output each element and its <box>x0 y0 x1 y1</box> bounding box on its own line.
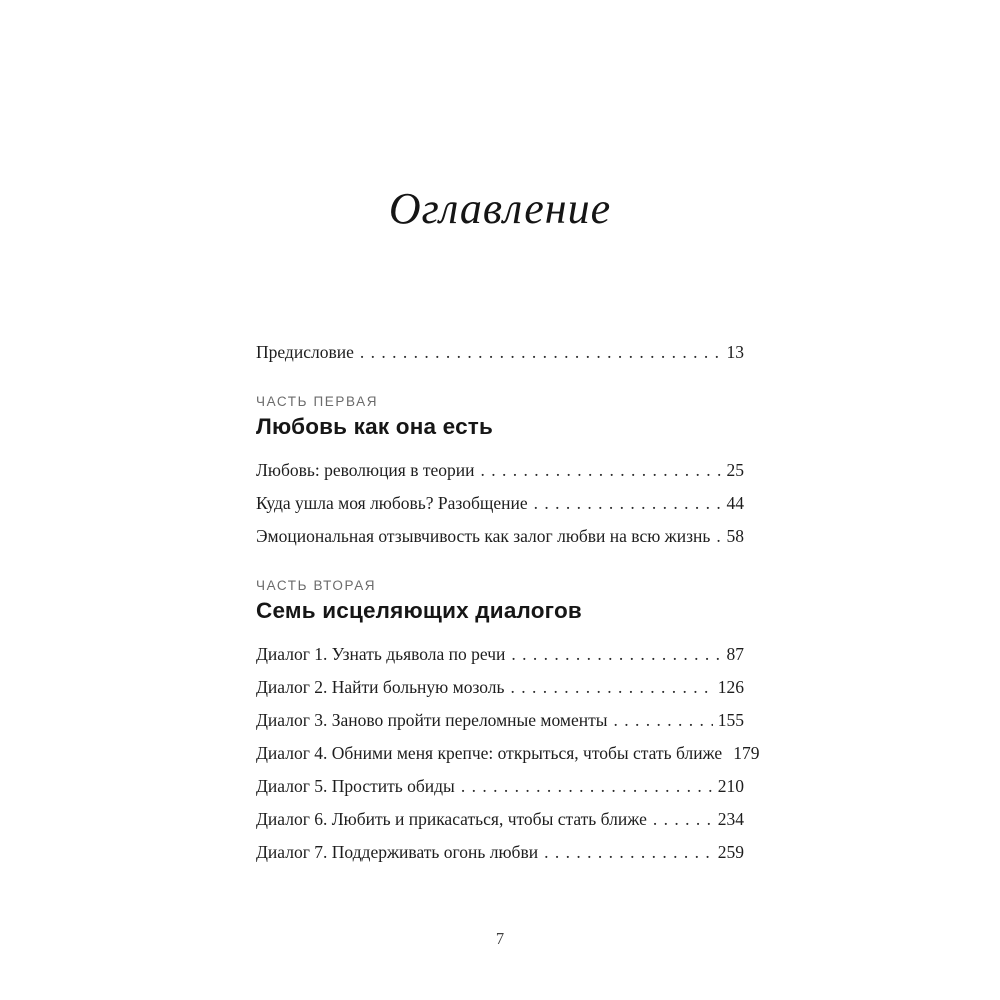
leader-dots <box>614 710 713 730</box>
leader-dots <box>461 776 713 796</box>
toc-entry-page: 259 <box>717 842 744 862</box>
toc-entry-label: Предисловие <box>256 342 354 362</box>
toc-entry-label: Диалог 5. Простить обиды <box>256 776 455 796</box>
part-kicker: ЧАСТЬ ПЕРВАЯ <box>256 394 379 409</box>
toc-entry-page: 155 <box>717 710 744 730</box>
toc-entry-label: Эмоциональная отзывчивость как залог любви на всю жизнь <box>256 526 711 546</box>
toc-entry <box>256 743 760 763</box>
toc-entry <box>256 644 744 664</box>
toc-entry <box>256 710 744 730</box>
toc-entry-page: 234 <box>717 809 744 829</box>
toc-entry <box>256 776 744 796</box>
toc-entry-label: Диалог 3. Заново пройти переломные моменты <box>256 710 608 730</box>
toc-entry-preface <box>256 342 744 362</box>
toc-entry <box>256 677 744 697</box>
leader-dots <box>716 526 721 546</box>
part-title: Любовь как она есть <box>256 414 494 439</box>
toc-entry <box>256 809 744 829</box>
toc-entry-page: 44 <box>726 493 744 513</box>
toc-entry-page: 25 <box>726 460 744 480</box>
toc-entry-page: 13 <box>726 342 744 362</box>
toc-entry <box>256 460 744 480</box>
toc-entry-page: 87 <box>726 644 744 664</box>
page-title: Оглавление <box>388 184 612 233</box>
toc-entry <box>256 526 744 546</box>
leader-dots <box>534 493 722 513</box>
page-number: 7 <box>495 929 505 948</box>
leader-dots <box>360 342 722 362</box>
toc-entry-label: Куда ушла моя любовь? Разобщение <box>256 493 528 513</box>
toc-entry-page: 179 <box>733 743 760 763</box>
toc-entry-label: Диалог 1. Узнать дьявола по речи <box>256 644 506 664</box>
part-kicker: ЧАСТЬ ВТОРАЯ <box>256 578 377 593</box>
toc-part-one <box>256 394 744 546</box>
leader-dots <box>511 644 721 664</box>
toc-entry-label: Диалог 4. Обними меня крепче: открыться, чтобы стать ближе <box>256 743 723 763</box>
part-title: Семь исцеляющих диалогов <box>256 598 582 623</box>
toc-entry-label: Диалог 6. Любить и прикасаться, чтобы стать ближе <box>256 809 647 829</box>
leader-dots <box>511 677 713 697</box>
toc-entry <box>256 842 744 862</box>
toc-entry-label: Любовь: революция в теории <box>256 460 475 480</box>
toc-entry-page: 126 <box>717 677 744 697</box>
toc-part-two <box>256 578 760 862</box>
leader-dots <box>653 809 713 829</box>
toc-entry-label: Диалог 2. Найти больную мозоль <box>256 677 505 697</box>
leader-dots <box>544 842 713 862</box>
toc-entry-label: Диалог 7. Поддерживать огонь любви <box>256 842 539 862</box>
toc-entry-page: 210 <box>717 776 744 796</box>
leader-dots <box>481 460 722 480</box>
toc-entry-page: 58 <box>726 526 744 546</box>
toc-entry <box>256 493 744 513</box>
table-of-contents <box>256 234 760 862</box>
